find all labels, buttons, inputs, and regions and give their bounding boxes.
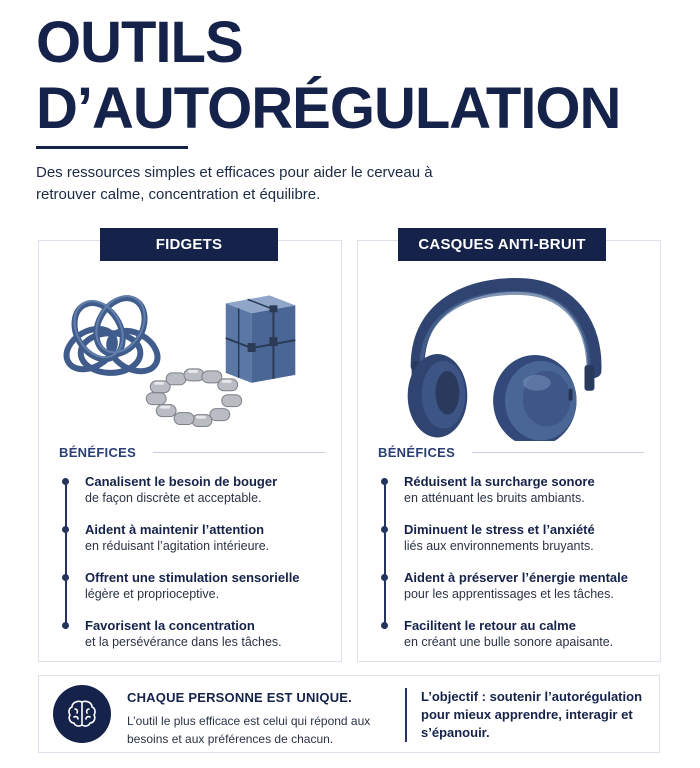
benefits-list (378, 473, 648, 665)
benefit-title: Facilitent le retour au calme (404, 618, 576, 633)
list-item (378, 617, 648, 665)
fidget-toys-image (39, 271, 341, 441)
benefit-desc: pour les apprentissages et les tâches. (404, 587, 614, 601)
bullet-dot (62, 622, 69, 629)
infinity-cube-icon (226, 295, 296, 382)
footer-divider (405, 688, 407, 742)
bullet-dot (62, 574, 69, 581)
benefits-heading: BÉNÉFICES (59, 445, 137, 460)
fidgets-card (38, 236, 342, 662)
benefit-desc: en réduisant l’agitation intérieure. (85, 539, 270, 553)
bullet-dot (381, 622, 388, 629)
benefits-divider (153, 452, 325, 453)
benefit-title: Diminuent le stress et l’anxiété (404, 522, 595, 537)
benefit-desc: en créant une bulle sonore apaisante. (404, 635, 614, 649)
benefits-list (59, 473, 329, 665)
benefit-title: Aident à maintenir l’attention (85, 522, 265, 537)
benefit-title: Offrent une stimulation sensorielle (85, 570, 300, 585)
page-title (36, 10, 621, 141)
benefit-desc: liés aux environnements bruyants. (404, 539, 594, 553)
bullet-dot (62, 526, 69, 533)
footer-title: CHAQUE PERSONNE EST UNIQUE. (127, 690, 352, 705)
benefit-desc: de façon discrète et acceptable. (85, 491, 262, 505)
bullet-dot (381, 574, 388, 581)
list-item (59, 473, 329, 521)
fidgets-tag: FIDGETS (100, 228, 278, 261)
benefit-title: Favorisent la concentration (85, 618, 255, 633)
benefits-divider (472, 452, 644, 453)
bullet-dot (62, 478, 69, 485)
title-underline (36, 146, 188, 149)
list-item (378, 521, 648, 569)
headphones-tag: CASQUES ANTI-BRUIT (398, 228, 606, 261)
headphones-card (357, 236, 661, 662)
brain-icon (53, 685, 111, 743)
list-item (59, 617, 329, 665)
benefits-heading: BÉNÉFICES (378, 445, 456, 460)
benefit-title: Canalisent le besoin de bouger (85, 474, 278, 489)
list-item (378, 569, 648, 617)
benefit-title: Réduisent la surcharge sonore (404, 474, 595, 489)
benefit-desc: et la persévérance dans les tâches. (85, 635, 282, 649)
page-subtitle: Des ressources simples et efficaces pour aider le cerveau à retrouver calme, concentration et équilibre. (36, 164, 433, 203)
tangle-toy-icon (59, 289, 164, 379)
footer-objective: L’objectif : soutenir l’autorégulation pour mieux apprendre, interagir et s’épanouir. (421, 689, 643, 740)
list-item (378, 473, 648, 521)
bullet-dot (381, 526, 388, 533)
magnet-chain-icon (146, 369, 241, 427)
benefit-desc: en atténuant les bruits ambiants. (404, 491, 585, 505)
title-line-2: D’AUTORÉGULATION (36, 76, 621, 141)
title-line-1: OUTILS (36, 10, 243, 75)
benefit-title: Aident à préserver l’énergie mentale (404, 570, 628, 585)
footer-text: L’outil le plus efficace est celui qui répond aux besoins et aux préférences de chacun. (127, 714, 371, 746)
headphones-icon (408, 285, 595, 441)
list-item (59, 521, 329, 569)
footer-box (38, 675, 660, 753)
benefit-desc: légère et proprioceptive. (85, 587, 220, 601)
bullet-dot (381, 478, 388, 485)
list-item (59, 569, 329, 617)
headphones-image (358, 271, 660, 441)
